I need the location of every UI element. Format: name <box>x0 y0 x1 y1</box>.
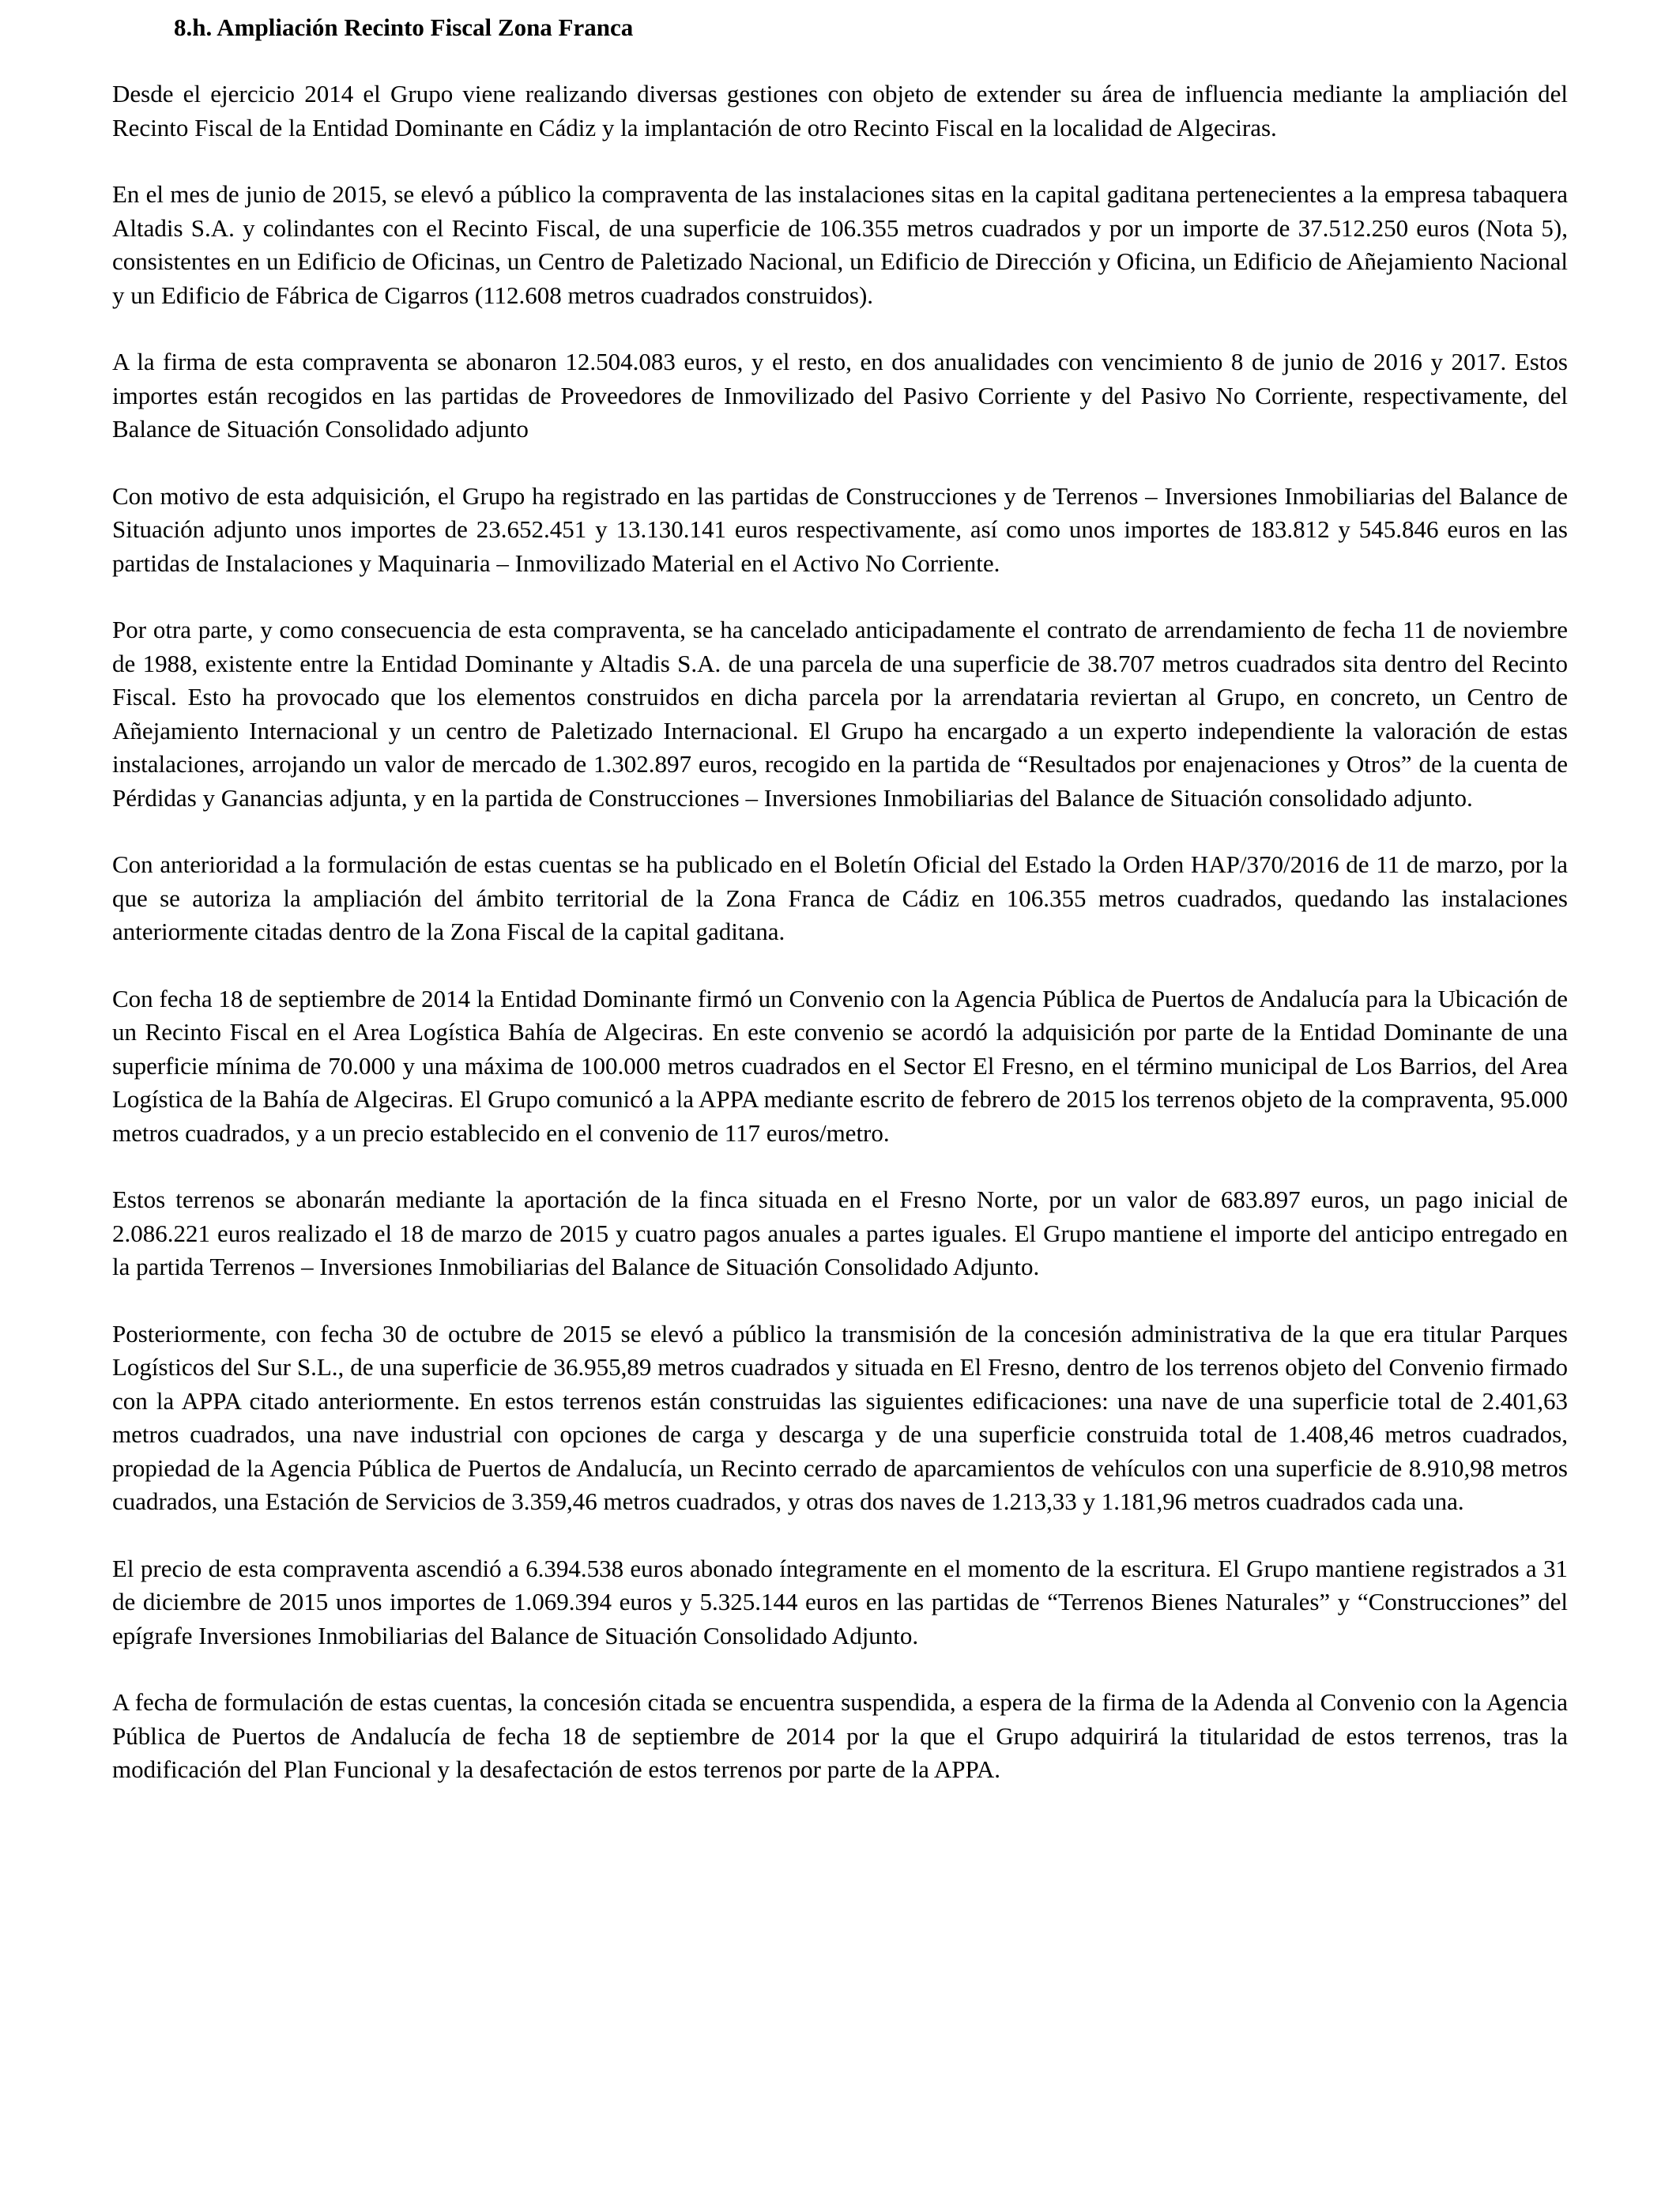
paragraph-1: Desde el ejercicio 2014 el Grupo viene realizando diversas gestiones con objeto de extender su área de influencia mediante la ampliación del Recinto Fiscal de la Entidad Dominante en Cádiz y la implantación de otro Recinto Fiscal en la localidad de Algeciras. <box>112 80 1568 141</box>
section-heading: 8.h. Ampliación Recinto Fiscal Zona Franca <box>174 13 634 41</box>
paragraph-11: A fecha de formulación de estas cuentas, la concesión citada se encuentra suspendida, a espera de la firma de la Adenda al Convenio con la Agencia Pública de Puertos de Andalucía de fecha 18 de septiembre de 2014 por la que el Grupo adquirirá la titularidad de estos terrenos, tras la modificación del Plan Funcional y la desafectación de estos terrenos por parte de la APPA. <box>112 1688 1568 1783</box>
paragraph-7: Con fecha 18 de septiembre de 2014 la Entidad Dominante firmó un Convenio con la Agencia Pública de Puertos de Andalucía para la Ubicación de un Recinto Fiscal en el Area Logística Bahía de Algeciras. En este convenio se acordó la adquisición por parte de la Entidad Dominante de una superficie mínima de 70.000 y una máxima de 100.000 metros cuadrados en el Sector El Fresno, en el término municipal de Los Barrios, del Area Logística de la Bahía de Algeciras. El Grupo comunicó a la APPA mediante escrito de febrero de 2015 los terrenos objeto de la compraventa, 95.000 metros cuadrados, y a un precio establecido en el convenio de 117 euros/metro. <box>112 984 1568 1147</box>
paragraph-3: A la firma de esta compraventa se abonaron 12.504.083 euros, y el resto, en dos anualidades con vencimiento 8 de junio de 2016 y 2017. Estos importes están recogidos en las partidas de Proveedores de Inmovilizado del Pasivo Corriente y del Pasivo No Corriente, respectivamente, del Balance de Situación Consolidado adjunto <box>112 348 1568 443</box>
document-page <box>112 11 1568 1820</box>
paragraph-5: Por otra parte, y como consecuencia de esta compraventa, se ha cancelado anticipadamente el contrato de arrendamiento de fecha 11 de noviembre de 1988, existente entre la Entidad Dominante y Altadis S.A. de una parcela de una superficie de 38.707 metros cuadrados sita dentro del Recinto Fiscal. Esto ha provocado que los elementos construidos en dicha parcela por la arrendataria reviertan al Grupo, en concreto, un Centro de Añejamiento Internacional y un centro de Paletizado Internacional. El Grupo ha encargado a un experto independiente la valoración de estas instalaciones, arrojando un valor de mercado de 1.302.897 euros, recogido en la partida de “Resultados por enajenaciones y Otros” de la cuenta de Pérdidas y Ganancias adjunta, y en la partida de Construcciones – Inversiones Inmobiliarias del Balance de Situación consolidado adjunto. <box>112 616 1568 812</box>
paragraph-2: En el mes de junio de 2015, se elevó a público la compraventa de las instalaciones sitas en la capital gaditana pertenecientes a la empresa tabaquera Altadis S.A. y colindantes con el Recinto Fiscal, de una superficie de 106.355 metros cuadrados y por un importe de 37.512.250 euros (Nota 5), consistentes en un Edificio de Oficinas, un Centro de Paletizado Nacional, un Edificio de Dirección y Oficina, un Edificio de Añejamiento Nacional y un Edificio de Fábrica de Cigarros (112.608 metros cuadrados construidos). <box>112 180 1568 309</box>
paragraph-9: Posteriormente, con fecha 30 de octubre de 2015 se elevó a público la transmisión de la concesión administrativa de la que era titular Parques Logísticos del Sur S.L., de una superficie de 36.955,89 metros cuadrados y situada en El Fresno, dentro de los terrenos objeto del Convenio firmado con la APPA citado anteriormente. En estos terrenos están construidas las siguientes edificaciones: una nave de una superficie total de 2.401,63 metros cuadrados, una nave industrial con opciones de carga y descarga y de una superficie construida total de 1.408,46 metros cuadrados, propiedad de la Agencia Pública de Puertos de Andalucía, un Recinto cerrado de aparcamientos de vehículos con una superficie de 8.910,98 metros cuadrados, una Estación de Servicios de 3.359,46 metros cuadrados, y otras dos naves de 1.213,33 y 1.181,96 metros cuadrados cada una. <box>112 1319 1568 1515</box>
paragraph-10: El precio de esta compraventa ascendió a 6.394.538 euros abonado íntegramente en el momento de la escritura. El Grupo mantiene registrados a 31 de diciembre de 2015 unos importes de 1.069.394 euros y 5.325.144 euros en las partidas de “Terrenos Bienes Naturales” y “Construcciones” del epígrafe Inversiones Inmobiliarias del Balance de Situación Consolidado Adjunto. <box>112 1554 1568 1649</box>
paragraph-8: Estos terrenos se abonarán mediante la aportación de la finca situada en el Fresno Norte, por un valor de 683.897 euros, un pago inicial de 2.086.221 euros realizado el 18 de marzo de 2015 y cuatro pagos anuales a partes iguales. El Grupo mantiene el importe del anticipo entregado en la partida Terrenos – Inversiones Inmobiliarias del Balance de Situación Consolidado Adjunto. <box>112 1186 1568 1280</box>
paragraph-6: Con anterioridad a la formulación de estas cuentas se ha publicado en el Boletín Oficial del Estado la Orden HAP/370/2016 de 11 de marzo, por la que se autoriza la ampliación del ámbito territorial de la Zona Franca de Cádiz en 106.355 metros cuadrados, quedando las instalaciones anteriormente citadas dentro de la Zona Fiscal de la capital gaditana. <box>112 850 1568 945</box>
paragraph-4: Con motivo de esta adquisición, el Grupo ha registrado en las partidas de Construcciones y de Terrenos – Inversiones Inmobiliarias del Balance de Situación adjunto unos importes de 23.652.451 y 13.130.141 euros respectivamente, así como unos importes de 183.812 y 545.846 euros en las partidas de Instalaciones y Maquinaria – Inmovilizado Material en el Activo No Corriente. <box>112 481 1568 577</box>
